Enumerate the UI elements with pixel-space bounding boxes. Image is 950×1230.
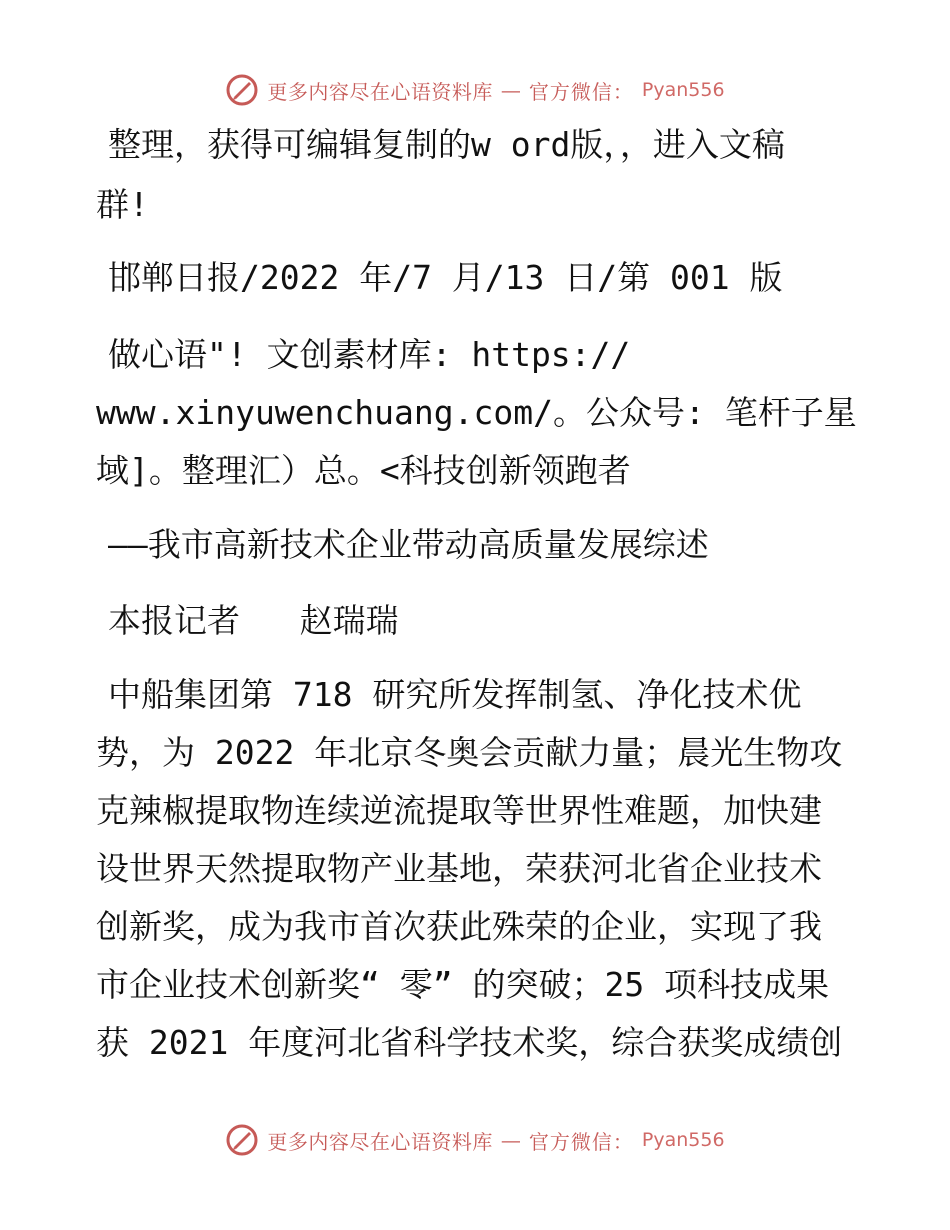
watermark-dash: —	[500, 1128, 521, 1152]
text-line-13: 创新奖，成为我市首次获此殊荣的企业，实现了我	[96, 907, 822, 946]
text-line-6: 域]。整理汇）总。<科技创新领跑者	[96, 451, 631, 490]
text-line-15: 获 2021 年度河北省科学技术奖，综合获奖成绩创	[96, 1023, 843, 1062]
text-line-12: 设世界天然提取物产业基地，荣获河北省企业技术	[96, 849, 822, 888]
watermark-main-text: 更多内容尽在心语资料库	[267, 79, 493, 104]
text-line-10: 势，为 2022 年北京冬奥会贡献力量；晨光生物攻	[96, 733, 843, 772]
footer-watermark	[0, 1120, 950, 1160]
header-watermark	[0, 70, 950, 110]
text-line-11: 克辣椒提取物连续逆流提取等世界性难题，加快建	[96, 791, 822, 830]
watermark-wechat-id: Pyan556	[641, 79, 725, 101]
quill-seal-icon	[225, 1123, 259, 1157]
text-line-3: 邯郸日报/2022 年/7 月/13 日/第 001 版	[108, 258, 783, 297]
text-line-14: 市企业技术创新奖“ 零” 的突破；25 项科技成果	[96, 965, 830, 1004]
text-line-1: 整理，获得可编辑复制的w ord版，，进入文稿	[108, 125, 785, 164]
quill-seal-icon	[225, 73, 259, 107]
text-line-8: 本报记者 赵瑞瑞	[108, 601, 399, 640]
text-line-7: ——我市高新技术企业带动高质量发展综述	[108, 525, 709, 564]
watermark-main-text: 更多内容尽在心语资料库	[267, 1129, 493, 1154]
text-line-5: www.xinyuwenchuang.com/。公众号: 笔杆子星	[96, 393, 857, 432]
watermark-dash: —	[500, 78, 521, 102]
watermark-label: 官方微信：	[528, 79, 634, 104]
text-line-2: 群!	[96, 185, 149, 224]
watermark-wechat-id: Pyan556	[641, 1129, 725, 1151]
text-line-9: 中船集团第 718 研究所发挥制氢、净化技术优	[108, 675, 802, 714]
text-line-4: 做心语"! 文创素材库: https://	[108, 335, 631, 374]
watermark-label: 官方微信：	[528, 1129, 634, 1154]
